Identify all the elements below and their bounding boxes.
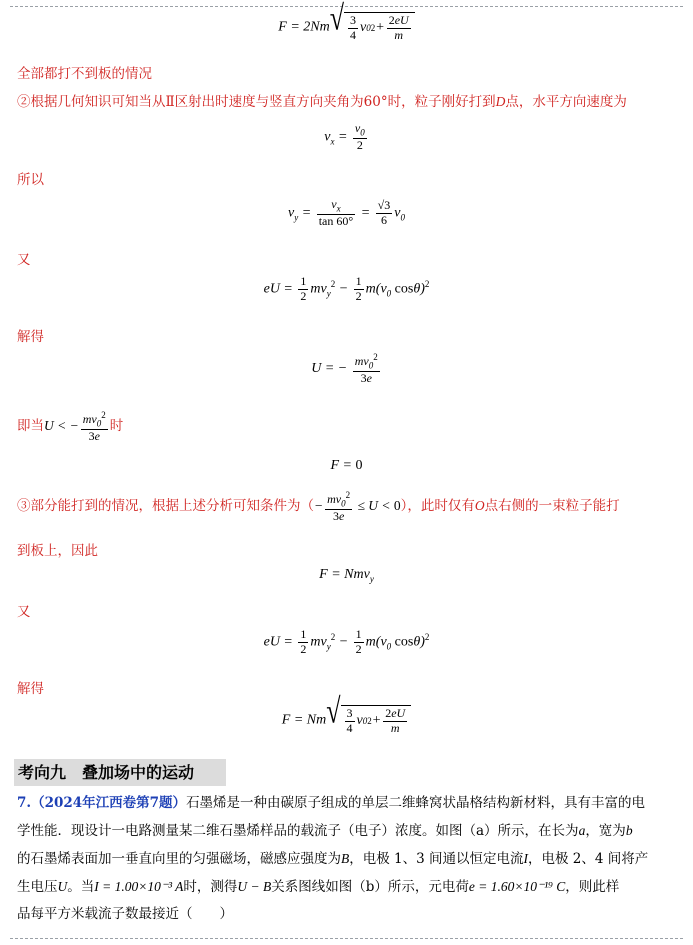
equation-energy-2: eU = $\frac{1}{2}$ $mv_y^2$ − $\frac{1}{2}$ $m(v_0$ cosθ)$^2$ — [263, 627, 430, 656]
question-number: 7. — [17, 795, 32, 811]
question-text-4b: 。当 — [67, 879, 95, 895]
text-solve-1: 解得 — [17, 329, 44, 345]
text-so: 所以 — [17, 172, 44, 188]
u-b-expression: U − B — [237, 879, 272, 894]
when-suffix: 时 — [109, 417, 124, 434]
case2-tail: 点，水平方向速度为 — [505, 94, 627, 110]
question-source: （2024年江西卷第7题） — [31, 795, 187, 811]
question-text-1: 石墨烯是一种由碳原子组成的单层二维蜂窝状晶格结构新材料，具有丰富的电 — [186, 795, 646, 811]
current-expression: I = 1.00×10⁻³ A — [94, 879, 184, 894]
text-all-cannot-hit: 全部都打不到板的情况 — [17, 66, 152, 82]
question-line-3 — [17, 845, 677, 873]
equation-vx: $v_x$ = $\frac{v_0}{2}$ — [324, 121, 365, 152]
question-text-4e: ，则此样 — [565, 879, 620, 895]
case3-O: O — [474, 497, 485, 513]
section-heading: 考向九 叠加场中的运动 — [14, 759, 226, 786]
var-I: I — [523, 851, 529, 866]
var-B: B — [341, 851, 350, 866]
question-text-3: 的石墨烯表面加一垂直向里的匀强磁场，磁感应强度为 — [17, 851, 341, 867]
var-b: b — [625, 823, 633, 838]
text-case2 — [17, 90, 627, 110]
question-text-3b: ，电极 1、3 间通以恒定电流 — [349, 851, 524, 867]
equation-F-top: F = 2Nm √ $\frac{3}{4}$ v 0 2 + $\frac{2eU}{m}$ — [0, 12, 693, 43]
equation-F-bottom: F = Nm √ $\frac{3}{4}$ v 0 2 + $\frac{2eU}{m}$ — [0, 705, 693, 736]
equation-U: U = − $\frac{mv_0^2}{3e}$ — [311, 352, 378, 385]
question-text-3c: ，电极 2、4 间将产 — [528, 851, 649, 867]
text-solve-2: 解得 — [17, 681, 44, 697]
case3-c: 点右侧的一束粒子能打 — [484, 497, 620, 514]
text-case3: ③部分能打到的情况，根据上述分析可知条件为（− $\frac{mv_0^2}{3e}$ ≤ U < 0），此时仅有O点右侧的一束粒子能打 — [17, 490, 620, 523]
question-text-4c: 时，测得 — [183, 879, 238, 895]
question-line-2 — [17, 817, 677, 845]
question-line-1 — [17, 790, 677, 817]
case3-b: ），此时仅有 — [400, 497, 475, 514]
var-a: a — [578, 823, 586, 838]
text-also-1: 又 — [17, 252, 31, 268]
bottom-dashed-border — [10, 938, 683, 939]
text-when: 即当U < − $\frac{mv_0^2}{3e}$ 时 — [17, 410, 124, 443]
equation-F-zero: F = 0 — [330, 458, 363, 473]
question-text-2: 学性能．现设计一电路测量某二维石墨烯样品的载流子（电子）浓度。如图（a）所示，在长为 — [17, 823, 579, 839]
equation-F-Nmvy: F = Nmv$_y$ — [319, 567, 374, 584]
case3-a: ③部分能打到的情况，根据上述分析可知条件为（ — [17, 497, 314, 514]
equation-energy-1: eU = $\frac{1}{2}$ $mv_y^2$ − $\frac{1}{2}$ $m(v_0$ cosθ)$^2$ — [263, 274, 430, 303]
question-text-2b: ，宽为 — [585, 823, 626, 839]
text-case3-cont: 到板上，因此 — [17, 543, 98, 559]
question-text-4a: 生电压 — [17, 879, 58, 895]
question-line-5: 品每平方米载流子数最接近（ ） — [17, 906, 233, 922]
charge-expression: e = 1.60×10⁻¹⁹ C — [468, 879, 566, 894]
case2-D: D — [495, 94, 506, 109]
top-dashed-border — [10, 6, 683, 7]
question-text-4d: 关系图线如图（b）所示，元电荷 — [271, 879, 469, 895]
text-also-2: 又 — [17, 604, 31, 620]
equation-vy: $v_y$ = $\frac{v_x}{\tan 60^\circ}$ = $\frac{√3}{6}$ $v_0$ — [288, 197, 405, 228]
case2-text: ②根据几何知识可知当从Ⅱ区射出时速度与竖直方向夹角为60°时，粒子刚好打到 — [17, 94, 496, 110]
question-line-4 — [17, 873, 677, 901]
when-prefix: 即当 — [17, 417, 44, 434]
var-U: U — [57, 879, 68, 894]
